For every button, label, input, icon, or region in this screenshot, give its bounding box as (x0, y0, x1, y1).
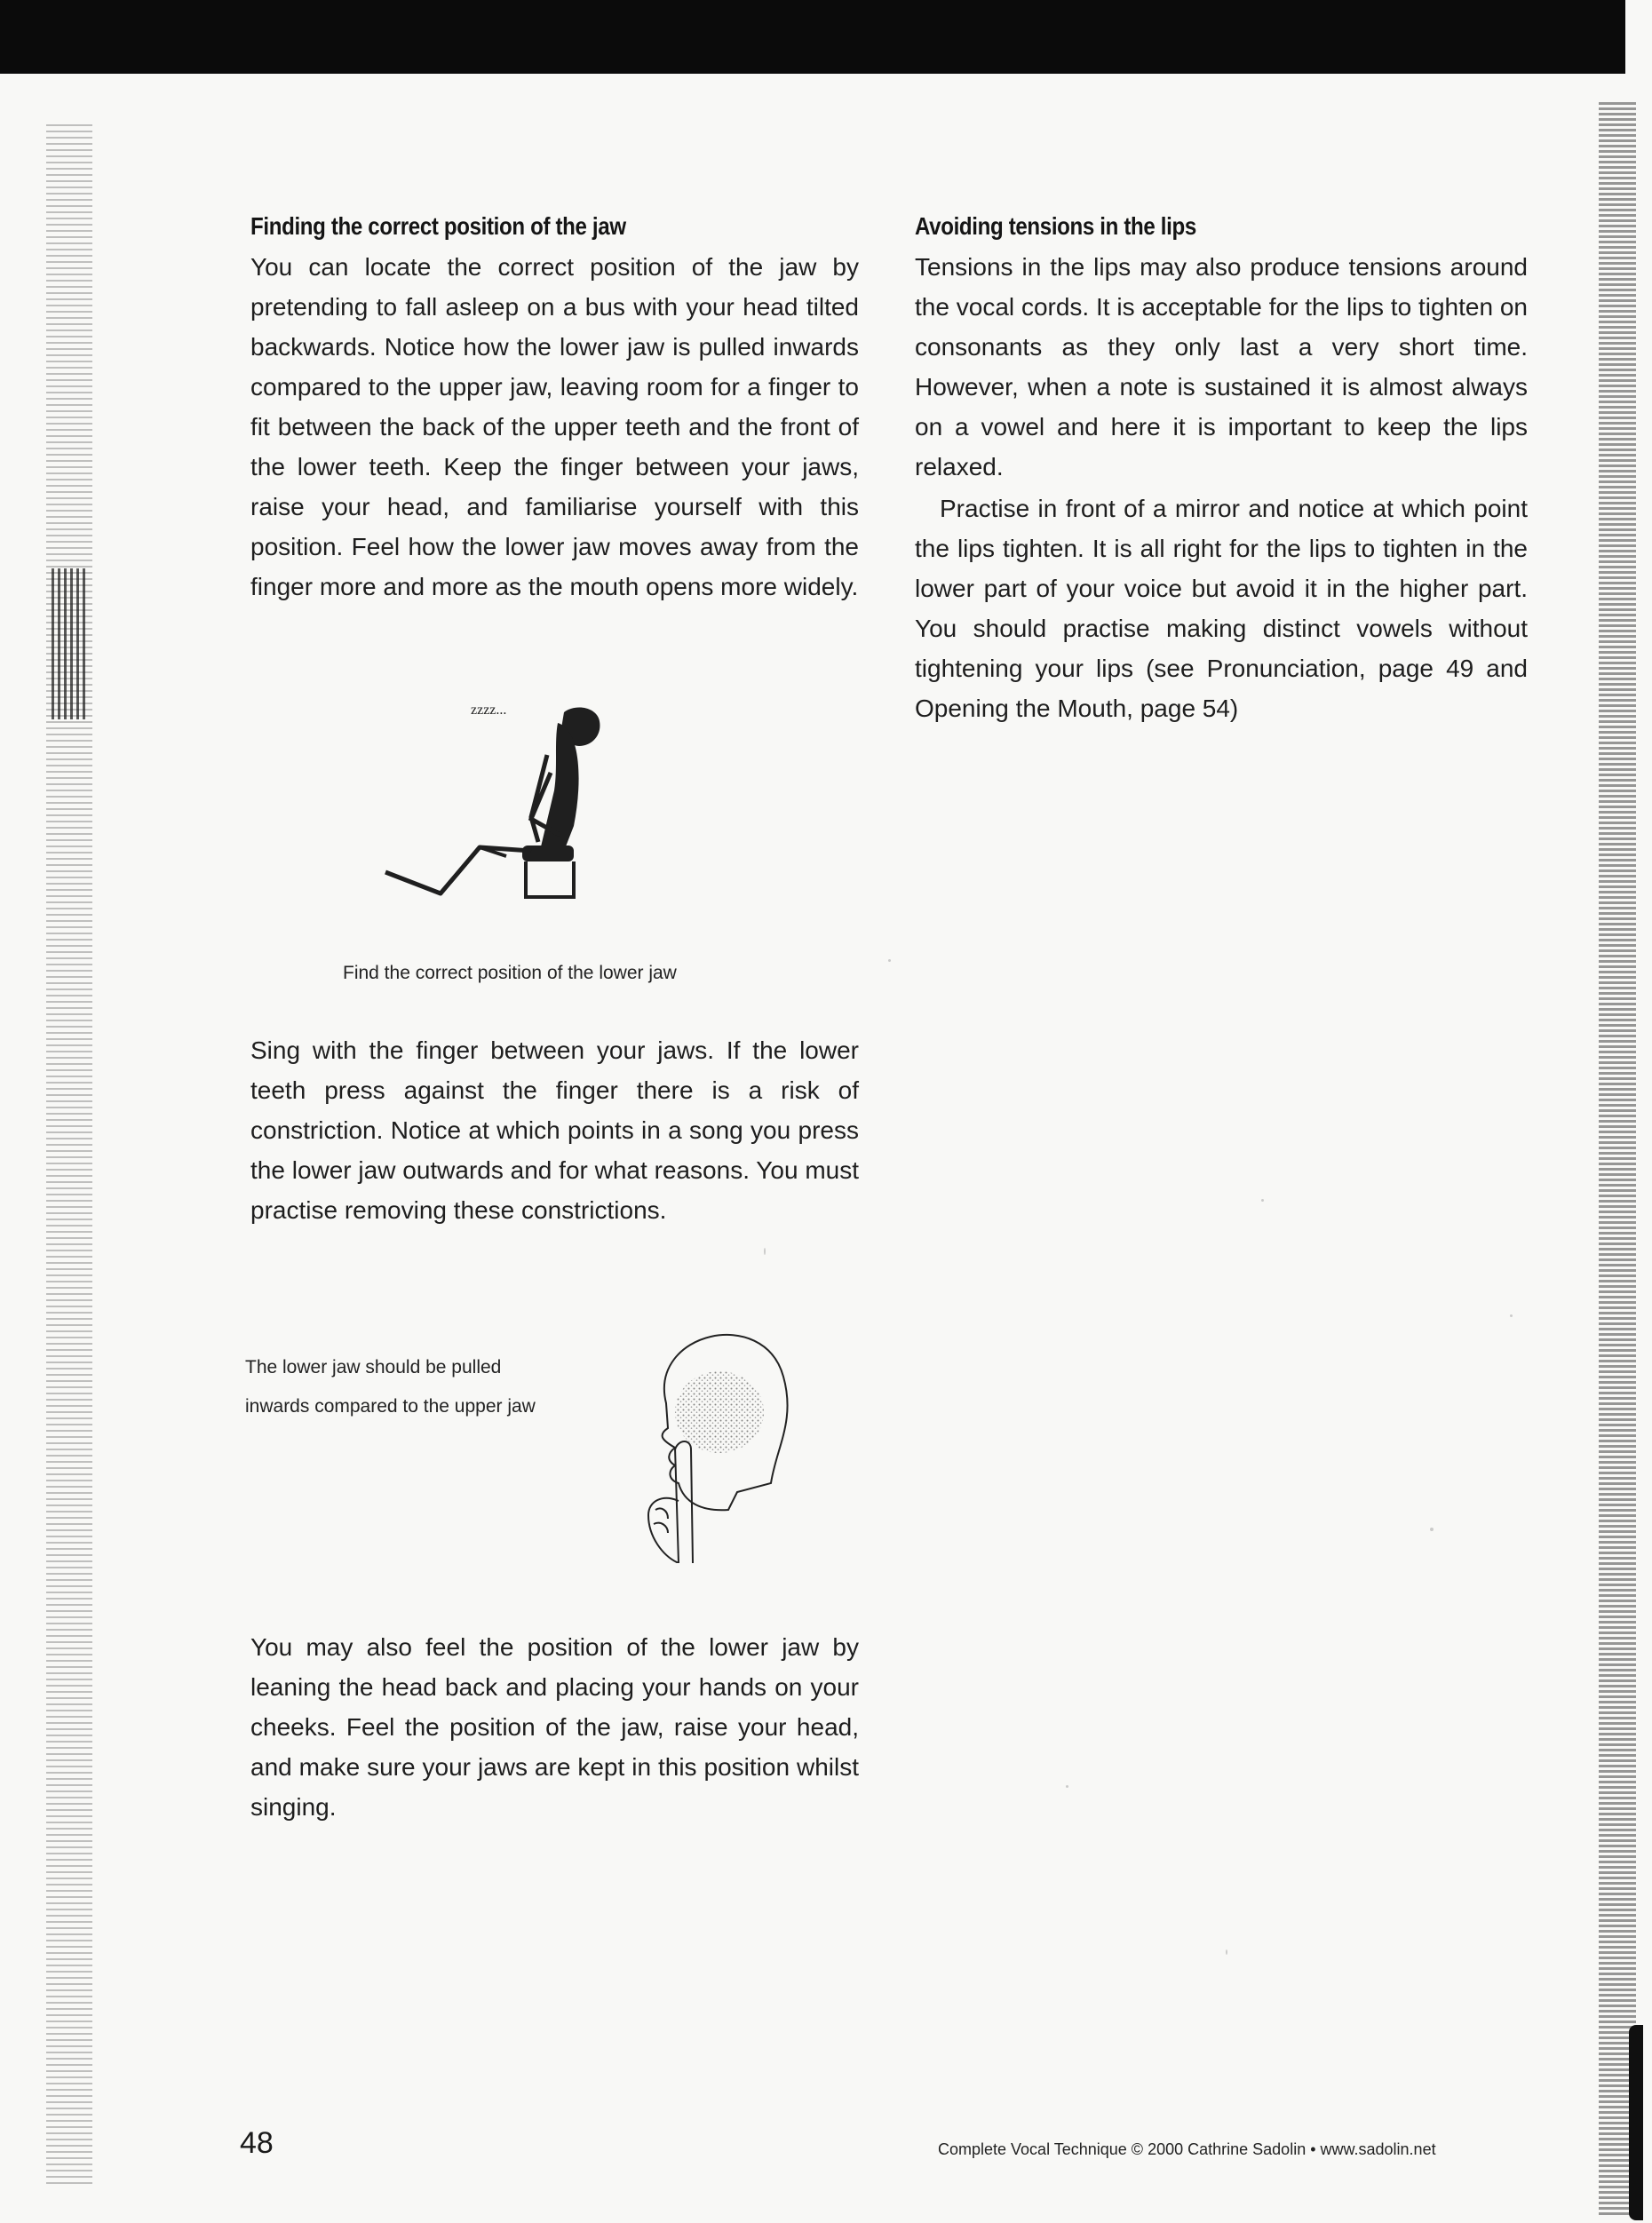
paragraph-lean-head-back: You may also feel the position of the lower jaw by leaning the head back and placing your hands on your cheeks. Feel the position of the jaw, raise your head, and make sure your jaws are kept in this position whilst singing. (250, 1633, 859, 1821)
scan-binding-left (46, 124, 92, 2185)
paragraph-jaw-position: You can locate the correct position of the jaw by pretending to fall asleep on a bus with your head tilted backwards. Notice how the lower jaw is pulled inwards compared to the upper jaw, leaving room for a finger to fit between the back of the upper teeth and the front of the lower teeth. Keep the finger between your jaws, raise your head, and familiarise yourself with this position. Feel how the lower jaw moves away from the finger more and more as the mouth opens more widely. (250, 253, 859, 600)
scan-speck (1226, 1949, 1227, 1955)
left-column (250, 211, 859, 607)
caption-lower-jaw-position: Find the correct position of the lower jaw (343, 963, 677, 983)
page-number: 48 (240, 2126, 274, 2160)
scan-binding-left-mark (52, 568, 87, 719)
scan-speck (1261, 1199, 1264, 1202)
head-with-finger-at-chin-icon (586, 1297, 817, 1563)
caption-jaw-pulled-inwards: The lower jaw should be pulled inwards compared to the upper jaw (245, 1357, 536, 1417)
paragraph-lip-tensions: Tensions in the lips may also produce tensions around the vocal cords. It is acceptable for the lips to tighten on consonants as they only last a very short time. However, when a note is sustained it is almost always on a vowel and here it is important to keep the lips relaxed. (915, 253, 1528, 480)
paragraph-practise-mirror: Practise in front of a mirror and notice at which point the lips tighten. It is all right for the lips to tighten in the lower part of your voice but avoid it in the higher part. You should practise making distinct vowels without tightening your lips (see Pronunciation, page 49 and Opening the Mouth, page 54) (915, 495, 1528, 722)
scan-binding-right-edge (1629, 2025, 1643, 2220)
footer-credit: Complete Vocal Technique © 2000 Cathrine Sadolin • www.sadolin.net (938, 2140, 1436, 2158)
scan-speck (888, 959, 891, 962)
top-black-bar (0, 0, 1625, 74)
scan-speck (1066, 1785, 1068, 1788)
snore-text: zzzz... (471, 703, 507, 718)
scan-binding-right (1599, 102, 1636, 2216)
scan-speck (1510, 1314, 1513, 1317)
paragraph-sing-with-finger: Sing with the finger between your jaws. If the lower teeth press against the finger there is a risk of constriction. Notice at which points in a song you press the lower jaw outwards and for what reasons. You must practise removing these constrictions. (250, 1036, 859, 1224)
scan-speck (764, 1248, 766, 1255)
left-column-block-2 (250, 1030, 859, 1230)
section-heading-jaw: Finding the correct position of the jaw (250, 212, 626, 240)
sleeping-person-in-seat-icon (373, 684, 639, 915)
left-column-block-3 (250, 1627, 859, 1827)
scan-speck (1430, 1528, 1434, 1531)
right-column (915, 211, 1528, 728)
section-heading-lips: Avoiding tensions in the lips (915, 212, 1196, 240)
